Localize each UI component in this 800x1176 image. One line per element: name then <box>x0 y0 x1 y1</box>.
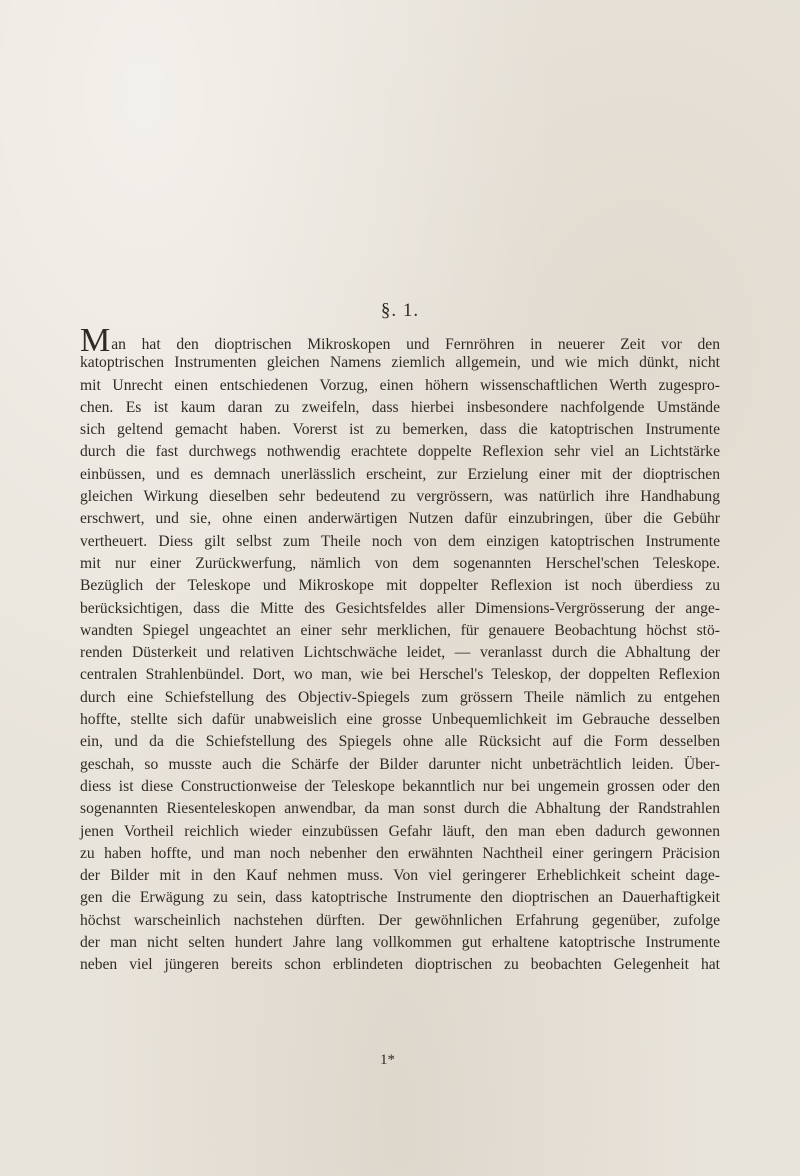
signature-mark: 1* <box>380 1052 395 1068</box>
text-line: mit Unrecht einen entschiedenen Vorzug, einen höhern wissenschaftlichen Werth zugespro- <box>80 376 720 394</box>
text-line: zu haben hoffte, und man noch nebenher den erwähnten Nachtheil einer geringern Präcision <box>80 844 720 862</box>
text-line: durch eine Schiefstellung des Objectiv-Spiegels zum grössern Theile nämlich zu entgehen <box>80 688 720 706</box>
text-line: höchst warscheinlich nachstehen dürften. Der gewöhnlichen Erfahrung gegenüber, zufolge <box>80 911 720 929</box>
text-line: hoffte, stellte sich dafür unabweislich eine grosse Unbequemlichkeit im Gebrauche desselben <box>80 711 720 729</box>
body-text <box>80 322 720 977</box>
text-line: der Bilder mit in den Kauf nehmen muss. Von viel geringerer Erheblichkeit scheint dage- <box>80 867 720 885</box>
text-line: mit nur einer Zurückwerfung, nämlich von dem sogenannten Herschel'schen Teleskope. <box>80 554 720 572</box>
text-line: diess ist diese Constructionweise der Teleskope bekanntlich nur bei ungemein grossen oder den <box>80 777 720 795</box>
text-line: sich geltend gemacht haben. Vorerst ist zu bemerken, dass die katoptrischen Instrumente <box>80 421 720 439</box>
text-line: geschah, so musste auch die Schärfe der Bilder darunter nicht unbeträchtlich leiden. Über- <box>80 755 720 773</box>
text-line: jenen Vortheil reichlich wieder einzubüssen Gefahr läuft, den man eben dadurch gewonnen <box>80 822 720 840</box>
drop-cap: M <box>80 322 111 359</box>
text-line: gleichen Wirkung dieselben sehr bedeutend zu vergrössern, was natürlich ihre Handhabung <box>80 488 720 506</box>
text-line: Bezüglich der Teleskope und Mikroskope mit doppelter Reflexion ist noch überdiess zu <box>80 577 720 595</box>
text-line: der man nicht selten hundert Jahre lang vollkommen gut erhaltene katoptrische Instrumente <box>80 934 720 952</box>
text-line: chen. Es ist kaum daran zu zweifeln, dass hierbei insbesondere nachfolgende Umstände <box>80 398 720 416</box>
text-line-1: Man hat den dioptrischen Mikroskopen und Fernröhren in neuerer Zeit vor den <box>80 322 720 359</box>
text-line: vertheuert. Diess gilt selbst zum Theile noch von dem einzigen katoptrischen Instrumente <box>80 532 720 550</box>
text-line: ein, und da die Schiefstellung des Spiegels ohne alle Rücksicht auf die Form desselben <box>80 733 720 751</box>
text-line: gen die Erwägung zu sein, dass katoptrische Instrumente den dioptrischen an Dauerhaftigkeit <box>80 889 720 907</box>
text-line: sogenannten Riesenteleskopen anwendbar, da man sonst durch die Abhaltung der Randstrahlen <box>80 800 720 818</box>
text-line: erschwert, und sie, ohne einen anderwärtigen Nutzen dafür einzubringen, über die Gebühr <box>80 510 720 528</box>
section-heading: §. 1. <box>380 300 420 321</box>
text-line: einbüssen, und es demnach unerlässlich erscheint, zur Erzielung einer mit der dioptrischen <box>80 465 720 483</box>
text-line: durch die fast durchwegs nothwendig erachtete doppelte Reflexion sehr viel an Lichtstärke <box>80 443 720 461</box>
text-line: neben viel jüngeren bereits schon erblindeten dioptrischen zu beobachten Gelegenheit hat <box>80 956 720 974</box>
text-line: katoptrischen Instrumenten gleichen Namens ziemlich allgemein, und wie mich dünkt, nicht <box>80 354 720 372</box>
text-line: centralen Strahlenbündel. Dort, wo man, wie bei Herschel's Teleskop, der doppelten Reflexion <box>80 666 720 684</box>
text-line: renden Düsterkeit und relativen Lichtschwäche leidet, — veranlasst durch die Abhaltung der <box>80 644 720 662</box>
text-line: wandten Spiegel ungeachtet an einer sehr merklichen, für genauere Beobachtung höchst stö- <box>80 621 720 639</box>
text-line: berücksichtigen, dass die Mitte des Gesichtsfeldes aller Dimensions-Vergrösserung der ange- <box>80 599 720 617</box>
